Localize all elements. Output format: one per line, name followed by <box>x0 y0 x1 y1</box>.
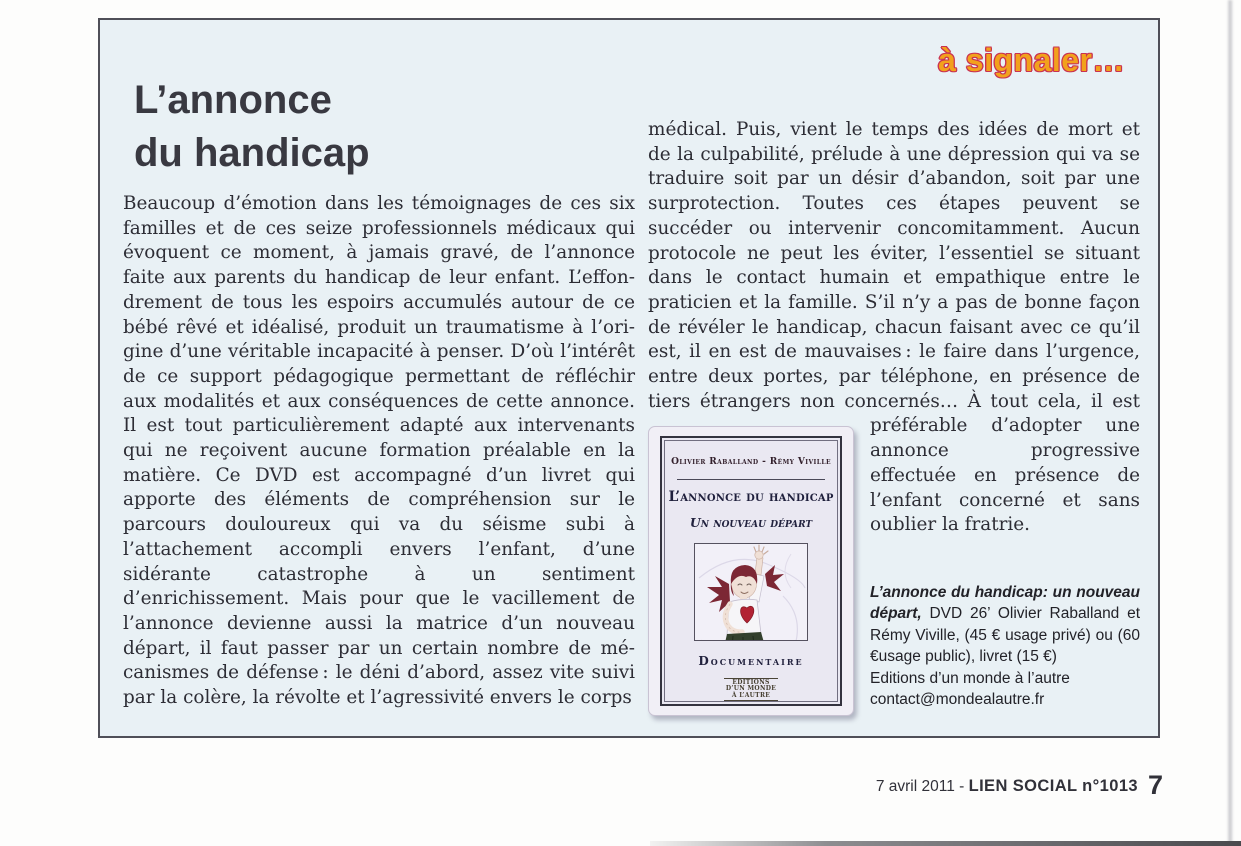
article-panel <box>98 18 1160 738</box>
right-column-text-before: médical. Puis, vient le temps des idées de mort et de la culpabilité, prélude à une dépression qui va se traduire soit par un désir d’abandon, soit par une surprotection. Toutes ces étapes peuvent se succéder ou intervenir concomitamment. Aucun protocole ne peut les éviter, l’essentiel se situant dans le contact humain et empathique entre le praticien et la famille. S’il n’y a pas de bonne façon de révéler le handicap, chacun faisant avec ce qu’il est, il en est de mauvaises : le faire dans l’urgence, entre deux portes, par téléphone, en présence de tiers étrangers non concernés… À tout <box>648 119 1140 412</box>
dvd-cover-authors: Olivier Raballand - Rémy Viville <box>671 457 831 468</box>
article-right-column <box>648 118 1140 720</box>
scan-page-edge-bottom <box>650 841 1241 846</box>
scan-page-edge-right <box>1227 0 1233 846</box>
article-title <box>134 74 370 180</box>
footer-page-number: 7 <box>1147 770 1163 800</box>
page-footer <box>876 770 1163 801</box>
dvd-cover-rule <box>677 479 825 480</box>
dvd-cover <box>660 436 842 706</box>
article-left-column: Beaucoup d’émotion dans les témoignages de ces six familles et de ces seize professionnels médicaux qui évoquent ce moment, à jamais gravé, de l’annonce faite aux parents du handicap de leur enfant. L’effondrement de tous les espoirs accumulés autour de ce bébé rêvé et idéalisé, produit un traumatisme à l’origine d’une véritable incapacité à penser. D’où l’intérêt de ce support pédagogique permettant de réfléchir aux modalités et aux conséquences de cette annonce. Il est tout particulièrement adapté aux intervenants qui ne reçoivent aucune formation préalable en la matière. Ce DVD est accompagné d’un livret qui apporte des éléments de compréhension sur le parcours douloureux qui va du séisme subi à l’attachement accompli envers l’enfant, d’une sidérante catastrophe à un sentiment d’enrichissement. Mais pour que le vacillement de l’annonce devienne aussi la matrice d’un nouveau départ, il faut passer par un certain nombre de mécanismes de défense : le déni d’abord, assez vite suivi par la colère, la révolte et l’agressivité envers le corps <box>123 193 635 709</box>
caption-details: DVD 26’ Olivier Raballand et Rémy Viville, (45 € usage privé) ou (60 €usage public), livret (15 €) <box>870 605 1140 666</box>
caption-contact-email: contact@mondealautre.fr <box>870 691 1045 709</box>
article-title-line2: du handicap <box>134 131 370 175</box>
section-label: à signaler… <box>938 42 1125 78</box>
dvd-publisher-line1: ÉDITIONS <box>732 678 770 686</box>
girl-illustration <box>695 544 807 641</box>
article-title-line1: L’annonce <box>134 78 332 122</box>
dvd-cover-subtitle: Un nouveau départ <box>689 514 813 530</box>
dvd-cover-illustration <box>694 543 808 641</box>
caption-publisher: Editions d’un monde à l’autre <box>870 669 1070 687</box>
footer-journal-name: LIEN SOCIAL n°1013 <box>968 777 1138 795</box>
dvd-sleeve <box>648 426 854 716</box>
caption-work-title: L’annonce du handicap: un nouveau départ, <box>870 583 1140 623</box>
dvd-cover-inner-frame <box>664 440 838 702</box>
footer-date: 7 avril 2011 - <box>875 778 969 795</box>
dvd-publisher-line2: D’UN MONDE <box>725 685 777 693</box>
dvd-cover-publisher-logo <box>724 678 778 702</box>
dvd-cover-genre: Documentaire <box>698 654 804 669</box>
dvd-cover-title: L’annonce du handicap <box>668 488 834 505</box>
dvd-publisher-line3: À L’AUTRE <box>731 691 771 699</box>
right-column-text-after: cela, il est préférable d’adopter une annonce progressive effectuée en présence de l’enfant concerné et sans oublier la fratrie. <box>870 390 1140 536</box>
